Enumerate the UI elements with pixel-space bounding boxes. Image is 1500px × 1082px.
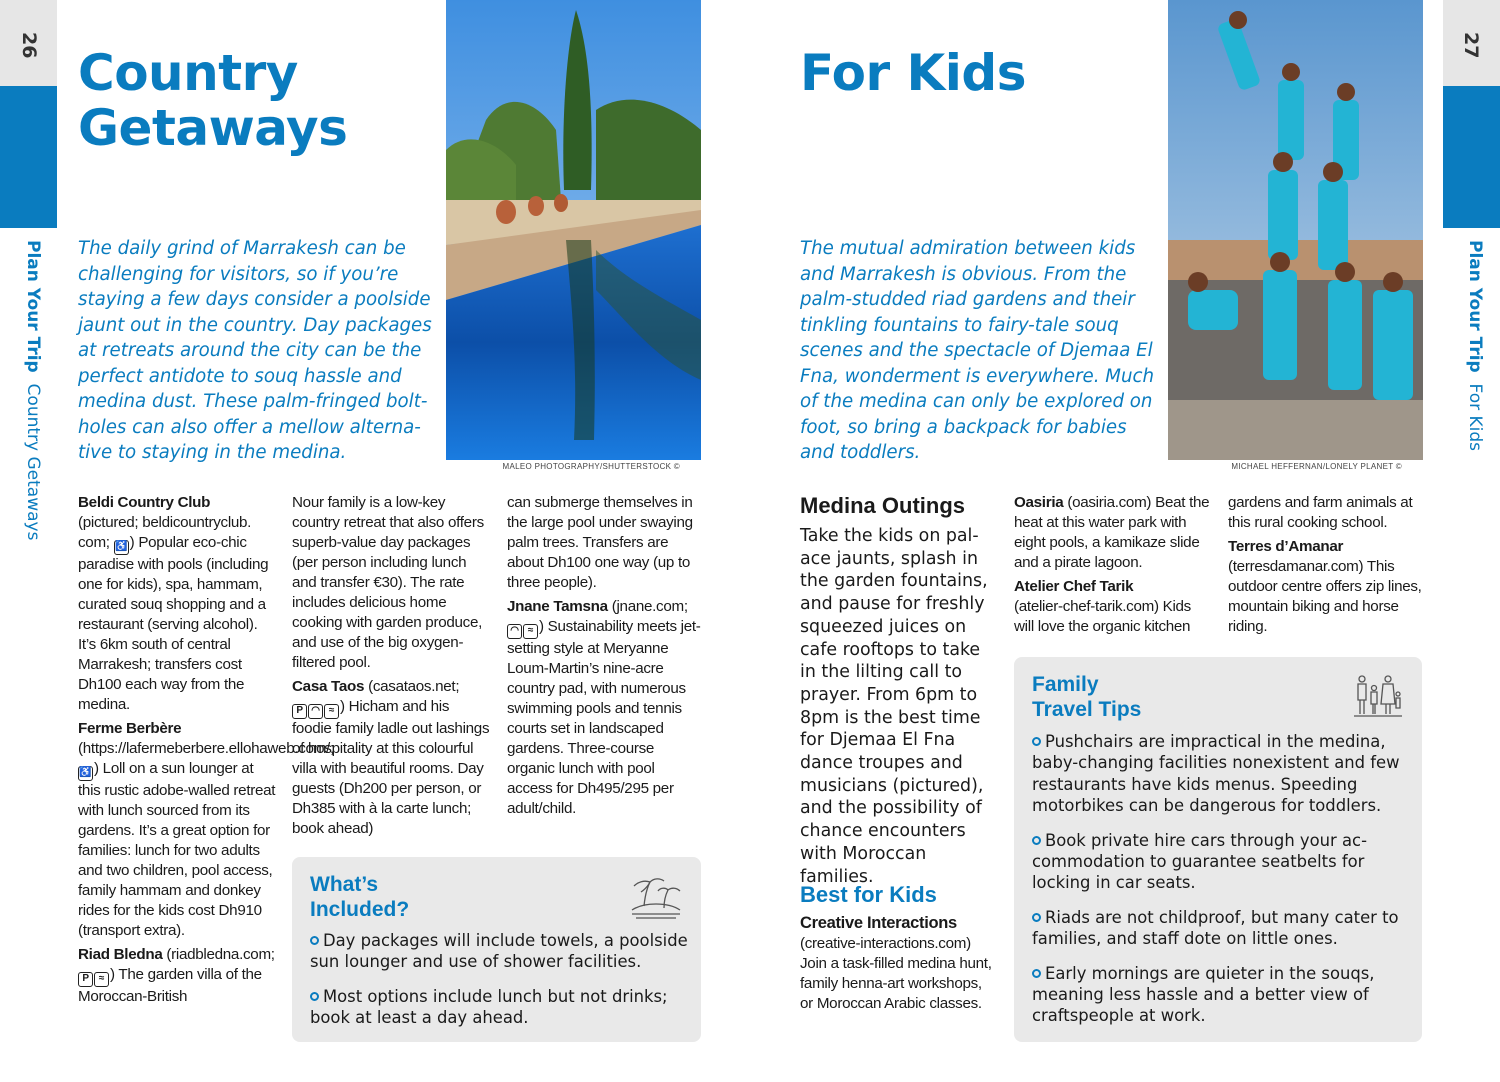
whats-included-title: [310, 872, 409, 922]
bullet-dot: [1032, 913, 1041, 922]
listing-casa-taos: [292, 677, 492, 839]
bullet-item: Pushchairs are impractical in the medina, baby-changing facilities nonexistent and few restaurants have kids menus. Speeding motorbikes can be dangerous for toddlers.: [1032, 732, 1400, 816]
listing-name: Jnane Tamsna: [507, 598, 608, 615]
pool-icon: ≈: [324, 704, 339, 719]
bullet-item: Early mornings are quieter in the souqs, meaning less hassle and a better view of craftspeople at work.: [1032, 963, 1375, 1026]
listing-name: Oasiria: [1014, 494, 1064, 511]
box-title-line: Family: [1032, 673, 1099, 696]
listing-text: (terresdamanar.com) This outdoor centre offers zip lines, mountain biking and horse riding.: [1228, 558, 1422, 635]
family-travel-tips-title: [1032, 672, 1141, 722]
listing-text: (riadbledna.com;: [162, 946, 275, 963]
intro-line: staying a few days consider a poolside: [78, 289, 431, 310]
listing-text: ) Popular eco-chic paradise with pools (including one for kids), spa, hammam, curated souq shopping and a restaurant (serving alcohol). It’s 6km south of central Marrakesh; transfers cost Dh100 each way from the medina.: [78, 534, 269, 713]
listing-name: Terres d’Amanar: [1228, 538, 1344, 555]
running-head-bold: Plan Your Trip: [1465, 240, 1485, 373]
intro-line: Fna, wonderment is everywhere. Much: [800, 365, 1155, 387]
listing-name: Riad Bledna: [78, 946, 163, 963]
bullet-dot: [1032, 969, 1041, 978]
wifi-icon: ◠: [308, 704, 323, 719]
page-number-left: 26: [18, 32, 40, 59]
listing-terres: [1228, 537, 1426, 637]
pool-icon: ≈: [523, 624, 538, 639]
listing-text: ) Hicham and his foodie family ladle out lashings of hospitality at this colourful villa with beautiful rooms. Day guests (Dh200 per person, or Dh385 with à la carte lunch; book ahead): [292, 698, 490, 837]
running-head-left: [23, 240, 43, 540]
section-tab-left: [0, 86, 57, 228]
text-column-3: [507, 493, 703, 823]
listing-continued: gardens and farm animals at this rural cooking school.: [1228, 494, 1413, 531]
island-icon: [630, 876, 682, 925]
listing-atelier: [1014, 577, 1214, 637]
listing-creative: [800, 913, 996, 1014]
text-column-kids-right: [1228, 493, 1426, 641]
bullet-item: Book private hire cars through your accommodation to guarantee seatbelts for locking in car seats.: [1032, 830, 1367, 893]
intro-line: jaunt out in the country. Day packages: [78, 314, 432, 336]
whats-included-list: [310, 930, 690, 1042]
wifi-icon: ◠: [507, 624, 522, 639]
listing-text: (atelier-chef-tarik.com) Kids will love the organic kitchen: [1014, 598, 1191, 635]
intro-line: perfect antidote to souq hassle and: [78, 365, 402, 387]
photo-credit-right: MICHAEL HEFFERNAN/LONELY PLANET ©: [1231, 462, 1402, 471]
listing-text: ) The garden villa of the Moroccan-British: [78, 966, 262, 1005]
intro-line: challenging for visitors, so if you’re: [78, 263, 399, 285]
listing-continued: can submerge themselves in the large pool under swaying palm trees. Transfers are about Dh100 one way (up to three people).: [507, 494, 693, 591]
bullet-dot: [1032, 836, 1041, 845]
text-column-2: [292, 493, 492, 843]
listing-name: Casa Taos: [292, 678, 365, 695]
intro-line: holes can also offer a mellow alterna-: [78, 416, 421, 438]
intro-line: The daily grind of Marrakesh can be: [78, 238, 406, 259]
page-title-left: [78, 46, 347, 156]
bullet-dot: [310, 936, 319, 945]
page-number-right: 27: [1460, 32, 1482, 59]
intro-line: medina dust. These palm-fringed bolt-: [78, 391, 428, 412]
intro-line: tinkling fountains to fairy-tale souq: [800, 314, 1119, 336]
running-head-bold: Plan Your Trip: [23, 240, 43, 373]
parking-icon: P: [292, 704, 307, 719]
listing-beldi: [78, 493, 278, 715]
listing-text: (https://lafermeberbere.ellohaweb.com/;: [78, 740, 334, 757]
bullet-item: Day packages will include towels, a poolside sun lounger and use of shower facilities.: [310, 931, 688, 972]
intro-line: tive to staying in the medina.: [78, 442, 347, 463]
listing-jnane: [507, 597, 703, 819]
medina-outings-heading: Medina Outings: [800, 493, 965, 518]
listing-text: (casataos.net;: [364, 678, 460, 695]
best-for-kids-heading: Best for Kids: [800, 882, 937, 907]
box-title-line: Travel Tips: [1032, 698, 1142, 721]
bullet-dot: [1032, 737, 1041, 746]
family-icon: ♿: [114, 540, 129, 555]
family-travel-tips-list: [1032, 731, 1410, 1040]
best-for-kids-text: [800, 913, 996, 1018]
listing-text: (pictured; beldicountryclub.: [78, 514, 252, 531]
intro-line: foot, so bring a backpack for babies: [800, 416, 1127, 438]
title-line: Country: [78, 44, 298, 102]
listing-nour: Nour family is a low-key country retreat that also offers superb-value day packages (per person including lunch and transfer €30). The rate includes delicious home cooking with garden produce, and use of the big oxygen-filtered pool.: [292, 494, 484, 671]
running-head-right: [1465, 240, 1485, 451]
medina-outings-text: Take the kids on palace jaunts, splash in the garden fountains, and pause for freshly squeezed juices on cafe rooftops to take in the lilting call to prayer. From 6pm to 8pm is the best time for Djemaa El Fna dance troupes and musicians (pictured), and the possibility of chance encounters with Moroccan families.: [800, 526, 988, 887]
listing-text: ) Loll on a sun lounger at this rustic adobe-walled retreat with lunch sourced from its gardens. It’s a great option for families: lunch for two adults and two children, pool access, family hammam and donkey rides for the kids cost Dh910 (transport extra).: [78, 760, 276, 939]
listing-name: Atelier Chef Tarik: [1014, 578, 1134, 595]
text-column-kids-mid: [1014, 493, 1214, 641]
intro-line: at retreats around the city can be the: [78, 340, 422, 361]
family-icon: ♿: [78, 766, 93, 781]
listing-name: Beldi Country Club: [78, 494, 211, 511]
page-title-right: For Kids: [800, 44, 1026, 102]
intro-line: palm-studded riad gardens and their: [800, 289, 1135, 310]
pool-icon: ≈: [94, 972, 109, 987]
bullet-dot: [310, 992, 319, 1001]
intro-line: and toddlers.: [800, 442, 921, 463]
family-group-icon: [1354, 674, 1402, 723]
intro-line: of the medina can only be explored on: [800, 391, 1153, 412]
bullet-item: Most options include lunch but not drinks; book at least a day ahead.: [310, 986, 668, 1028]
listing-text: (creative-interactions.com) Join a task-filled medina hunt, family henna-art workshops, or Moroccan Arabic classes.: [800, 935, 992, 1012]
listing-text: (jnane.com;: [607, 598, 688, 615]
title-line: Getaways: [78, 99, 348, 157]
listing-riad: [78, 945, 278, 1007]
intro-line: and Marrakesh is obvious. From the: [800, 263, 1127, 285]
intro-line: scenes and the spectacle of Djemaa El: [800, 340, 1153, 361]
pool-photo: [446, 0, 701, 460]
listing-text: com;: [78, 534, 114, 551]
listing-text: (oasiria.com) Beat the heat at this water park with eight pools, a kamikaze slide and a pirate lagoon.: [1014, 494, 1210, 571]
parking-icon: P: [78, 972, 93, 987]
intro-line: The mutual admiration between kids: [800, 238, 1136, 259]
running-head-section: For Kids: [1465, 383, 1485, 452]
listing-text: ) Sustainability meets jet-setting style at Meryanne Loum-Martin’s nine-acre country pad, with numerous swimming pools and tennis courts set in landscaped gardens. Three-course organic lunch with pool access for Dh495/295 per adult/child.: [507, 618, 701, 817]
listing-name: Ferme Berbère: [78, 720, 182, 737]
listing-oasiria: [1014, 493, 1214, 573]
photo-credit-left: MALEO PHOTOGRAPHY/SHUTTERSTOCK ©: [502, 462, 680, 471]
section-tab-right: [1443, 86, 1500, 228]
intro-right: [800, 236, 1160, 466]
box-title-line: Included?: [310, 898, 410, 921]
box-title-line: What’s: [310, 873, 379, 896]
running-head-section: Country Getaways: [23, 383, 43, 541]
intro-left: [78, 236, 438, 466]
listing-name: Creative Interactions: [800, 914, 957, 932]
bullet-item: Riads are not childproof, but many cater to families, and staff dote on little ones.: [1032, 907, 1399, 949]
acrobats-photo: [1168, 0, 1423, 460]
listing-ferme: [78, 719, 334, 941]
